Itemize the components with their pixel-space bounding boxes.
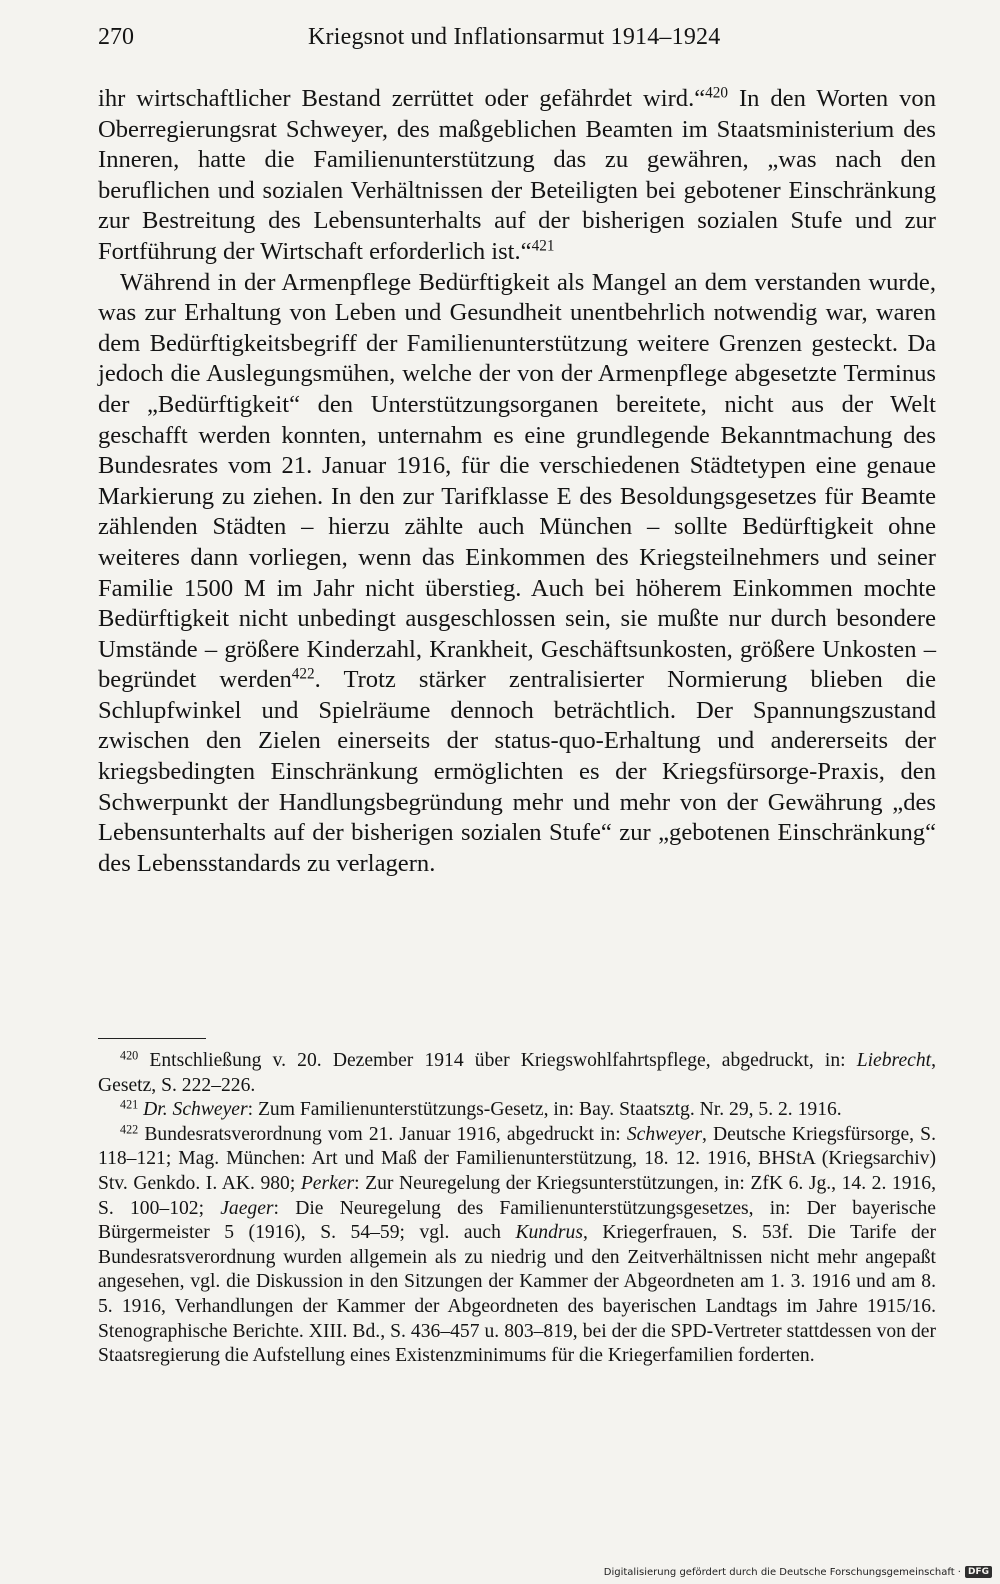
footnote-number: 421 [120, 1097, 139, 1112]
footnote-421 [98, 1098, 936, 1123]
footnote-text: Entschließung v. 20. Dezember 1914 über Kriegswohlfahrtspflege, abgedruckt, in: [138, 1050, 857, 1071]
page-number: 270 [98, 24, 134, 50]
footnote-text: Bundesratsverordnung vom 21. Januar 1916, abgedruckt in: [138, 1123, 627, 1145]
footnote-420 [98, 1049, 936, 1098]
footnote-author: Kundrus [515, 1222, 583, 1244]
footnote-author: Jaeger [220, 1197, 274, 1219]
footnote-ref-422[interactable]: 422 [291, 665, 315, 683]
footnote-number: 422 [120, 1122, 139, 1137]
paragraph-2 [98, 268, 936, 880]
footnote-author: Dr. Schweyer [143, 1099, 248, 1121]
paragraph-text: ihr wirtschaftlicher Bestand zerrüttet oder gefährdet wird.“ [98, 85, 706, 112]
paragraph-text: Während in der Armenpflege Bedürftigkeit als Mangel an dem verstanden wurde, was zur Erhaltung von Leben und Gesundheit unentbehrlich notwendig war, waren dem Bedürftigkeitsbegriff der Familienunterstützung weitere Grenzen gesteckt. Da jedoch die Auslegungsmühen, welche der von der Armenpflege abgesetzte Terminus der „Bedürftigkeit“ den Unterstützungsorganen bereitete, nicht aus der Welt geschafft werden konnten, unternahm es eine grundlegende Bekanntmachung des Bundesrates vom 21. Januar 1916, für die verschiedenen Städtetypen eine genaue Markierung zu ziehen. In den zur Tarifklasse E des Besoldungsgesetzes für Beamte zählenden Städten – hierzu zählte auch München – sollte Bedürftigkeit ohne weiteres dann vorliegen, wenn das Einkommen des Kriegsteilnehmers und seiner Familie 1500 M im Jahr nicht überstieg. Auch bei höherem Einkommen mochte Bedürftigkeit nicht unbedingt ausgeschlossen sein, sie mußte nur durch besondere Umstände – größere Kinderzahl, Krankheit, Geschäftsunkosten, größere Unkosten – begründet werden [98, 268, 936, 694]
paragraph-text: . Trotz stärker zentralisierter Normierung blieben die Schlupfwinkel und Spielräume dennoch beträchtlich. Der Spannungszustand zwischen den Zielen einerseits der status-quo-Erhaltung und andererseits der kriegsbedingten Einschränkung ermöglichten es der Kriegsfürsorge-Praxis, den Schwerpunkt der Handlungsbegründung mehr und mehr von der Gewährung „des Lebensunterhalts auf der bisherigen sozialen Stufe“ zur „gebotenen Einschränkung“ des Lebensstandards zu verlagern. [98, 666, 936, 877]
footnote-text: : Zur Neuregelung der Kriegsunterstützungen, in: ZfK 6. Jg., 14. 2. 1916, S. 100–102; [98, 1172, 936, 1219]
footnote-ref-421[interactable]: 421 [531, 237, 555, 255]
footnote-text: : Zum Familienunterstützungs-Gesetz, in: Bay. Staatsztg. Nr. 29, 5. 2. 1916. [247, 1099, 842, 1121]
paragraph-text: In den Worten von Oberregierungsrat Schweyer, des maßgeblichen Beamten im Staatsministerium des Inneren, hatte die Familienunterstützung das zu gewähren, „was nach den beruflichen und sozialen Verhältnissen der Beteiligten bei gebotener Einschränkung zur Bestreitung des Lebensunterhalts auf der bisherigen sozialen Stufe und zur Fortführung der Wirtschaft erforderlich ist.“ [98, 85, 936, 265]
digitization-credit [604, 1566, 992, 1578]
footnote-text: , Deutsche Kriegsfürsorge, S. 118–121; Mag. München: Art und Maß der Familienunterstützung, 18. 12. 1916, BHStA (Kriegsarchiv) Stv. Genkdo. I. AK. 980; [98, 1123, 936, 1194]
body-text [98, 84, 936, 879]
credit-text: Digitalisierung gefördert durch die Deutsche Forschungsgemeinschaft · [603, 1566, 961, 1578]
footnote-text: , Gesetz, S. 222–226. [98, 1050, 936, 1096]
running-head: Kriegsnot und Inflationsarmut 1914–1924 [308, 24, 721, 50]
footnote-number: 420 [120, 1048, 139, 1063]
footnote-text: , Kriegerfrauen, S. 53f. Die Tarife der Bundesratsverordnung wurden allgemein als zu niedrig und den Zeitverhältnissen nicht mehr angepaßt angesehen, vgl. die Diskussion in den Sitzungen der Kammer der Abgeordneten am 1. 3. 1916 und am 8. 5. 1916, Verhandlungen der Kammer der Abgeordneten des bayerischen Landtags im Jahre 1915/16. Stenographische Berichte. XIII. Bd., S. 436–457 u. 803–819, bei der die SPD-Vertreter stattdessen von der Staatsregierung die Aufstellung eines Existenzminimums für die Kriegerfamilien forderten. [98, 1222, 936, 1367]
paragraph-1 [98, 84, 936, 268]
footnotes [98, 1049, 936, 1369]
dfg-logo-icon: DFG [965, 1566, 992, 1578]
footnote-author: Liebrecht [856, 1050, 932, 1071]
page-header [98, 24, 936, 58]
footnote-422 [98, 1123, 936, 1369]
footnote-author: Schweyer [626, 1123, 702, 1145]
footnote-author: Perker [300, 1172, 355, 1194]
footnote-ref-420[interactable]: 420 [705, 84, 729, 102]
footnote-divider [98, 1038, 206, 1039]
footnote-text: : Die Neuregelung des Familienunterstützungsgesetzes, in: Der bayerische Bürgermeister 5 (1916), S. 54–59; vgl. auch [98, 1197, 936, 1244]
